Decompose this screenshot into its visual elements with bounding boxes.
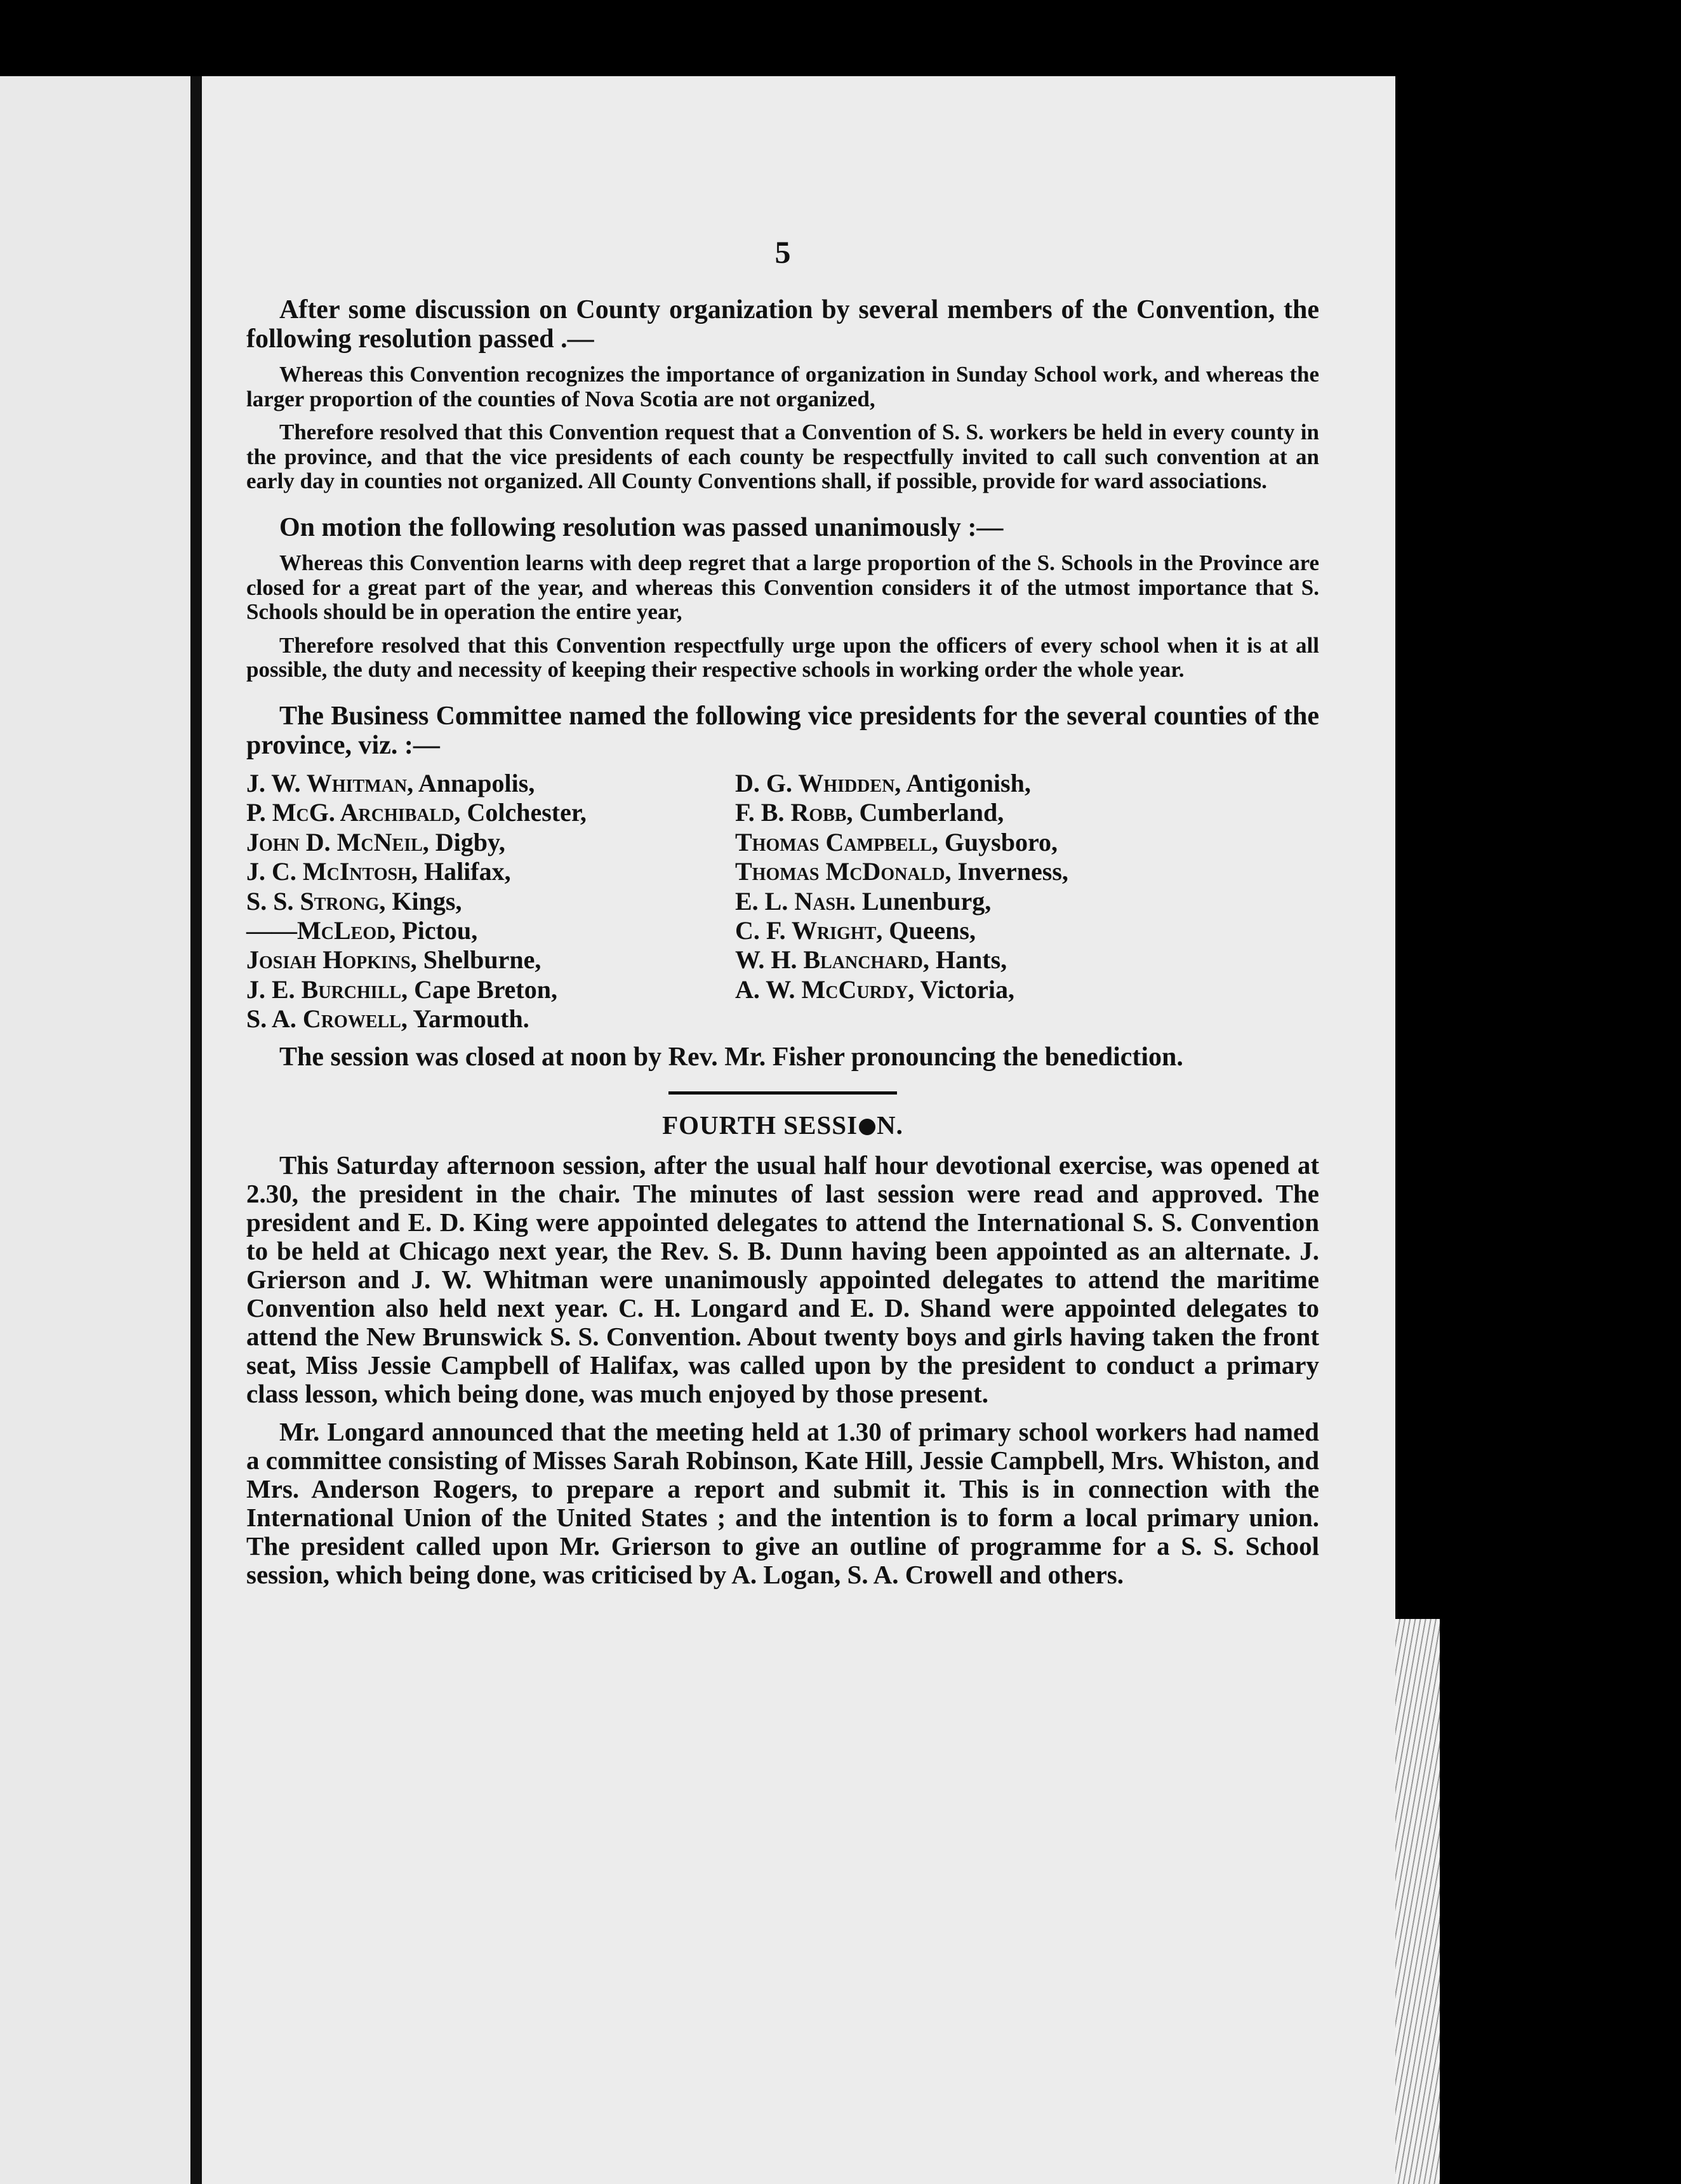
vice-president-name: J. E. Burchill [246,975,402,1004]
county-name: Cumberland, [859,798,1004,827]
county-name: Cape Breton, [414,975,557,1004]
vice-president-entry: W. H. Blanchard, Hants, [735,945,1007,975]
county-name: Victoria, [920,975,1014,1004]
vice-president-entry: S. A. Crowell, Yarmouth. [246,1004,529,1034]
vice-president-entry: Thomas McDonald, Inverness, [735,857,1068,886]
vice-president-name: F. B. Robb [735,798,847,827]
paragraph: Therefore resolved that this Convention request that a Convention of S. S. workers be held in every county in the province, and that the vice presidents of each county be respectfully invited to call such convention at an early day in counties not organized. All County Conventions shall, if possible, provide for ward associations. [246,420,1319,494]
county-name: Guysboro, [944,827,1058,856]
paragraph: Whereas this Convention recognizes the importance of organization in Sunday School work, and whereas the larger proportion of the counties of Nova Scotia are not organized, [246,362,1319,411]
vice-president-entry: J. E. Burchill, Cape Breton, [246,975,557,1004]
vice-president-name: Thomas Campbell [735,827,932,856]
county-name: Inverness, [957,857,1068,886]
paragraph: The Business Committee named the following vice presidents for the several counties of the province, viz. :— [246,701,1319,760]
county-name: Pictou, [402,916,478,945]
vice-president-name: S. A. Crowell [246,1004,401,1034]
left-page-edge [0,76,190,2184]
vice-president-entry: J. C. McIntosh, Halifax, [246,857,511,886]
book-spine [190,76,202,2184]
vice-president-entry: Thomas Campbell, Guysboro, [735,827,1058,856]
fourth-session-section [246,1151,1319,1589]
vice-president-entry: P. McG. Archibald, Colchester, [246,798,587,827]
county-name: Queens, [889,916,976,945]
vice-president-name: S. S. Strong [246,886,380,916]
vice-president-name: J. W. Whitman [246,768,408,797]
county-name: Yarmouth. [413,1004,529,1034]
page-content [246,235,1319,1598]
vice-president-name: P. McG. Archibald [246,798,455,827]
vice-president-entry: D. G. Whidden, Antigonish, [735,768,1031,797]
vice-president-name: Thomas McDonald [735,857,945,886]
vice-president-name: C. F. Wright [735,916,877,945]
vice-president-name: A. W. McCurdy [735,975,908,1004]
closing-paragraph: The session was closed at noon by Rev. Mr. Fisher pronouncing the benediction. [279,1042,1183,1072]
vice-president-name: John D. McNeil [246,827,423,856]
bullet-o-glyph [859,1119,875,1135]
county-name: Kings, [392,886,462,916]
vice-president-entry: C. F. Wright, Queens, [735,916,976,945]
page-stack-edge [1395,1619,1440,2184]
vice-president-name: D. G. Whidden [735,768,895,797]
vice-president-name: ——McLeod [246,916,390,945]
vice-president-name: W. H. Blanchard [735,945,923,975]
vice-presidents-right-column [735,769,1243,1034]
paragraph: On motion the following resolution was passed unanimously :— [279,512,1004,542]
paragraph: Mr. Longard announced that the meeting held at 1.30 of primary school workers had named a committee consisting of Misses Sarah Robinson, Kate Hill, Jessie Campbell, Mrs. Whiston, and Mrs. Anderson Rogers, to prepare a report and submit it. This is in connection with the International Union of the United States ; and the intention is to form a local primary union. The president called upon Mr. Grierson to give an outline of programme for a S. S. School session, which being done, was criticised by A. Logan, S. A. Crowell and others. [246,1416,1319,1590]
county-name: Lunenburg, [861,886,992,916]
vice-presidents-list [246,769,1319,1034]
paragraph: Whereas this Convention learns with deep regret that a large proportion of the S. Schools in the Province are closed for a great part of the year, and whereas this Convention considers it of the utmost importance that S. Schools should be in operation the entire year, [246,550,1319,625]
county-name: Halifax, [423,857,511,886]
vice-president-entry [735,887,1243,916]
paragraph: This Saturday afternoon session, after the usual half hour devotional exercise, was opened at 2.30, the president in the chair. The minutes of last session were read and approved. The president and E. D. King were appointed delegates to attend the International S. S. Convention to be held at Chicago next year, the Rev. S. B. Dunn having been appointed as an alternate. J. Grierson and J. W. Whitman were unanimously appointed delegates to attend the maritime Convention also held next year. C. H. Longard and E. D. Shand were appointed delegates to attend the New Brunswick S. S. Convention. About twenty boys and girls having taken the front seat, Miss Jessie Campbell of Halifax, was called upon by the president to conduct a primary class lesson, which being done, was much enjoyed by those present. [246,1150,1319,1409]
vice-president-name: Josiah Hopkins [246,945,411,975]
vice-president-entry: A. W. McCurdy, Victoria, [735,975,1014,1004]
county-name: Annapolis, [418,768,535,797]
vice-president-entry: John D. McNeil, Digby, [246,827,505,856]
county-name: Digby, [435,827,505,856]
county-name: Shelburne, [423,945,542,975]
vice-president-entry: F. B. Robb, Cumberland, [735,798,1004,827]
vice-president-entry: ——McLeod, Pictou, [246,916,478,945]
paragraph: Therefore resolved that this Convention respectfully urge upon the officers of every school when it is at all possible, the duty and necessity of keeping their respective schools in working order the whole year. [246,632,1319,682]
vice-president-name: J. C. McIntosh [246,857,411,886]
page-number: 5 [774,234,791,270]
section-title-start: FOURTH SESSI [662,1110,858,1140]
county-name: Colchester, [467,798,587,827]
section-divider [668,1091,897,1095]
county-name: Antigonish, [906,768,1031,797]
resolutions-section [246,295,1319,760]
paragraph: After some discussion on County organization by several members of the Convention, the following resolution passed .— [246,295,1319,354]
vice-president-entry: Josiah Hopkins, Shelburne, [246,945,542,975]
vice-president-name: E. L. Nash. [735,886,856,916]
section-title [246,1111,1319,1140]
county-name: Hants, [935,945,1007,975]
vice-president-entry: J. W. Whitman, Annapolis, [246,768,535,797]
section-title-end: N. [877,1110,903,1140]
vice-presidents-left-column [246,769,691,1034]
vice-president-entry: S. S. Strong, Kings, [246,886,462,916]
